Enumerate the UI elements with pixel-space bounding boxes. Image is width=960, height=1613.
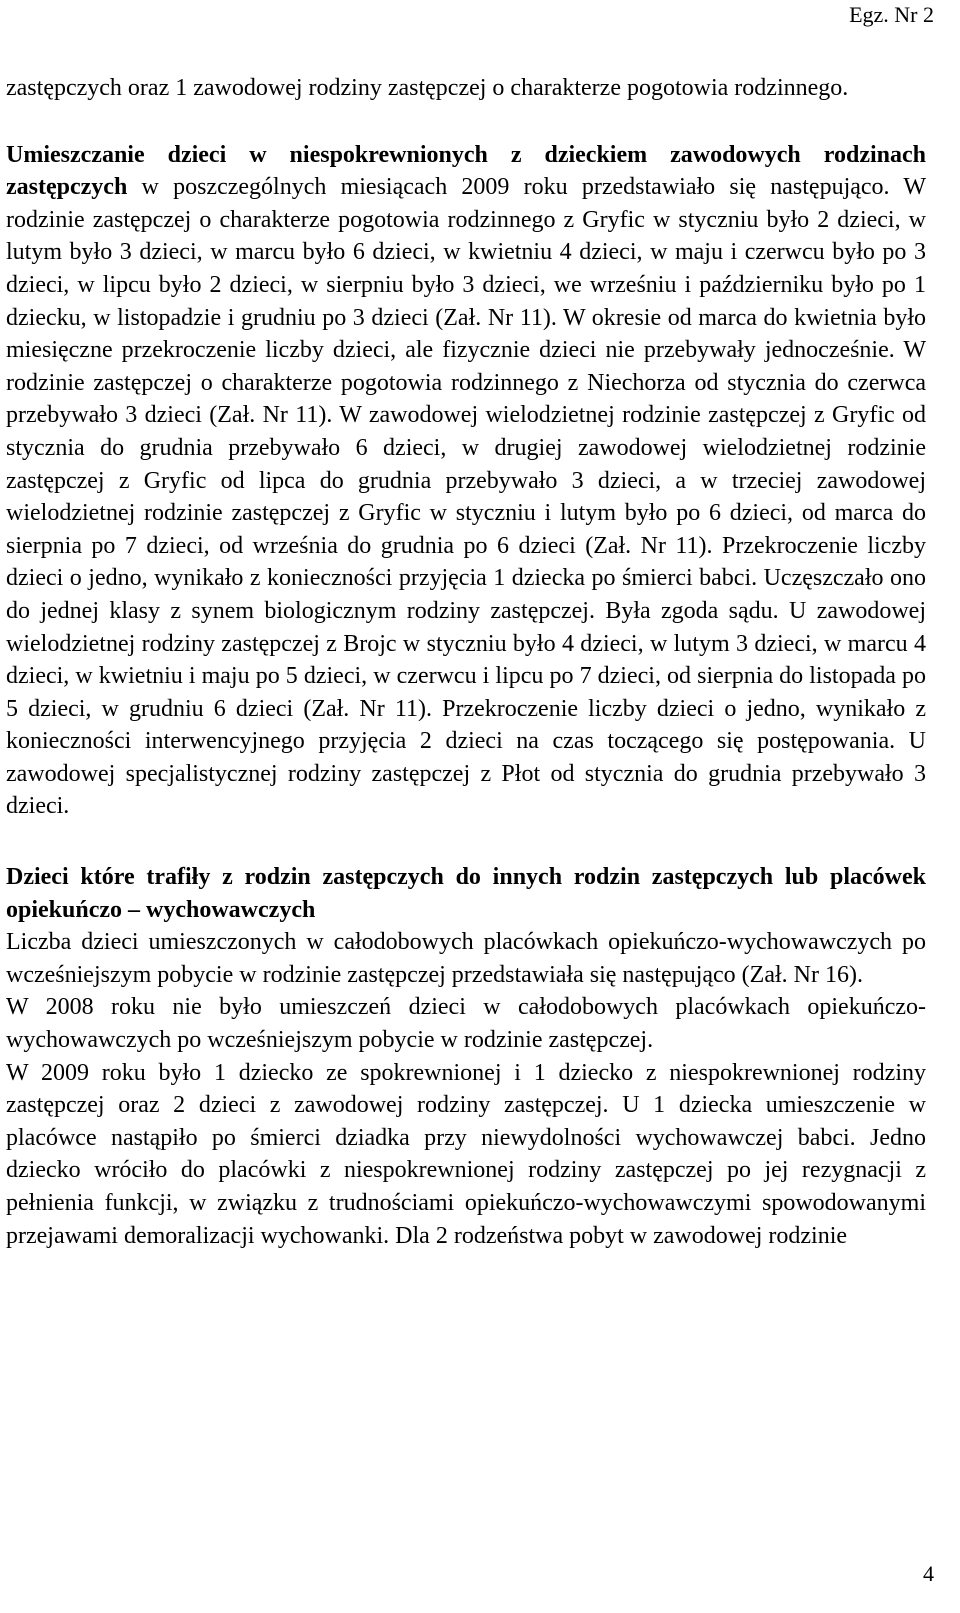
paragraph-institution-count: Liczba dzieci umieszczonych w całodobowych placówkach opiekuńczo-wychowawczych po wcześniejszym pobycie w rodzinie zastępczej przedstawiała się następująco (Zał. Nr 16). xyxy=(6,929,926,988)
placements-text: w poszczególnych miesiącach 2009 roku przedstawiało się następująco. W rodzinie zastępczej o charakterze pogotowia rodzinnego z Gryfic w styczniu było 2 dzieci, w lutym było 3 dzieci, w marcu było 6 dzieci, w kwietniu 4 dzieci, w maju i czerwcu było po 3 dzieci, w lipcu było 2 dzieci, w sierpniu było 3 dzieci, we wrześniu i październiku było po 1 dziecku, w listopadzie i grudniu po 3 dzieci (Zał. Nr 11). W okresie od marca do kwietnia było miesięczne przekroczenie liczby dzieci, ale fizycznie dzieci nie przebywały jednocześnie. W rodzinie zastępczej o charakterze pogotowia rodzinnego z Niechorza od stycznia do czerwca przebywało 3 dzieci (Zał. Nr 11). W zawodowej wielodzietnej rodzinie zastępczej z Gryfic od stycznia do grudnia przebywało 6 dzieci, w drugiej zawodowej wielodzietnej rodzinie zastępczej z Gryfic od lipca do grudnia przebywało 3 dzieci, a w trzeciej zawodowej wielodzietnej rodzinie zastępczej z Gryfic w styczniu i lutym było po 6 dzieci, od marca do sierpnia po 7 dzieci, od września do grudnia po 6 dzieci (Zał. Nr 11). Przekroczenie liczby dzieci o jedno, wynikało z konieczności przyjęcia 1 dziecka po śmierci babci. Uczęszczało ono do jednej klasy z synem biologicznym rodziny zastępczej. Była zgoda sądu. U zawodowej wielodzietnej rodziny zastępczej z Brojc w styczniu było 4 dzieci, w lutym 3 dzieci, w marcu 4 dzieci, w kwietniu i maju po 5 dzieci, w czerwcu i lipcu po 7 dzieci, od sierpnia do listopada po 5 dzieci, w grudniu 6 dzieci (Zał. Nr 11). Przekroczenie liczby dzieci o jedno, wynikało z konieczności interwencyjnego przyjęcia 2 dzieci na czas toczącego się postępowania. U zawodowej specjalistycznej rodziny zastępczej z Płot od stycznia do grudnia przebywało 3 dzieci. xyxy=(6,174,926,820)
section-heading: Dzieci które trafiły z rodzin zastępczych do innych rodzin zastępczych lub placówek opiekuńczo – wychowawczych xyxy=(6,864,926,923)
page-number: 4 xyxy=(923,1561,934,1586)
paragraph-2008: W 2008 roku nie było umieszczeń dzieci w całodobowych placówkach opiekuńczo-wychowawczych po wcześniejszym pobycie w rodzinie zastępczej. xyxy=(6,994,926,1054)
paragraph-placements xyxy=(6,139,926,823)
copy-number-label: Egz. Nr 2 xyxy=(849,2,934,27)
document-body xyxy=(6,72,926,1252)
paragraph-2009: W 2009 roku było 1 dziecko ze spokrewnionej i 1 dziecko z niespokrewnionej rodziny zastępczej oraz 2 dzieci z zawodowej rodziny zastępczej. U 1 dziecka umieszczenie w placówce nastąpiło po śmierci dziadka przy niewydolności wychowawczej babci. Jedno dziecko wróciło do placówki z niespokrewnionej rodziny zastępczej po jej rezygnacji z pełnienia funkcji, w związku z trudnościami opiekuńczo-wychowawczymi spowodowanymi przejawami demoralizacji wychowanki. Dla 2 rodzeństwa pobyt w zawodowej rodzinie xyxy=(6,1059,926,1249)
paragraph-intro: zastępczych oraz 1 zawodowej rodziny zastępczej o charakterze pogotowia rodzinnego. xyxy=(6,75,849,101)
placements-heading-inline: Umieszczanie dzieci w niespokrewnionych z dzieckiem zawodowych rodzinach zastępczych xyxy=(6,141,926,201)
section-spacer xyxy=(6,823,926,861)
paragraph-spacer xyxy=(6,105,926,139)
